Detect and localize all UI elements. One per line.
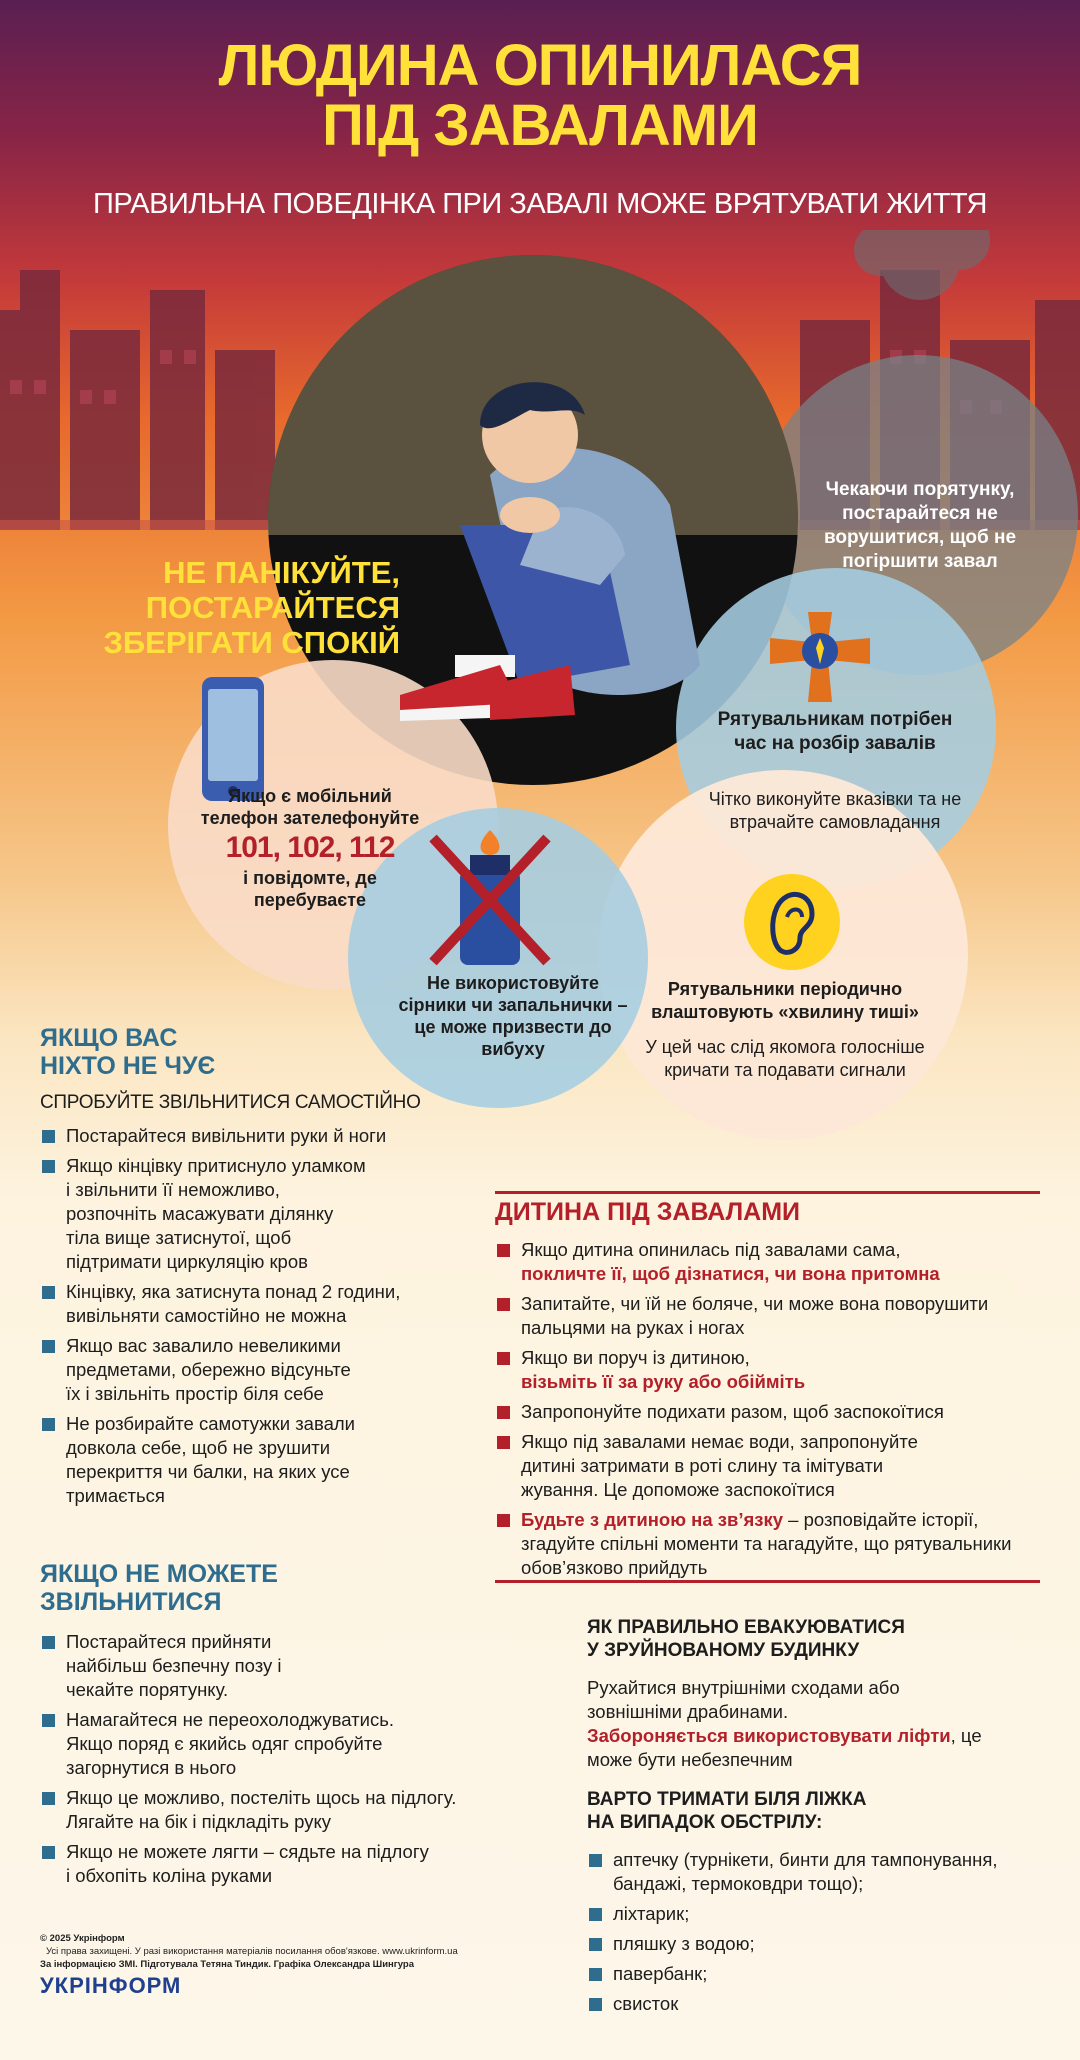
list-item: Кінцівку, яка затиснута понад 2 години, вивільняти самостійно не можна bbox=[40, 1280, 440, 1328]
list-item: Якщо не можете лягти – сядьте на підлогу і обхопіть коліна руками bbox=[40, 1840, 430, 1888]
list-item: павербанк; bbox=[587, 1962, 1027, 1986]
child-heading: ДИТИНА ПІД ЗАВАЛАМИ bbox=[495, 1198, 801, 1226]
nobody-hears-list bbox=[40, 1124, 440, 1508]
list-item: Якщо вас завалило невеликими предметами, обережно відсуньте їх і звільніть простір біля себе bbox=[40, 1334, 360, 1406]
stay-calm-line-2: ПОСТАРАЙТЕСЯ bbox=[145, 590, 400, 625]
bedside-heading bbox=[587, 1788, 1027, 1834]
evacuate-warning-tail: , це може бути небезпечним bbox=[587, 1725, 982, 1770]
child-section-top-divider bbox=[495, 1191, 1040, 1194]
page-title bbox=[0, 33, 1080, 158]
list-item: Постарайтеся вивільнити руки й ноги bbox=[40, 1124, 440, 1148]
emergency-service-emblem-icon bbox=[770, 612, 870, 702]
cannot-free-heading bbox=[40, 1560, 460, 1616]
bedside-section bbox=[587, 1788, 1027, 2022]
list-item bbox=[495, 1508, 1020, 1580]
list-item: Запропонуйте подихати разом, щоб заспокоїтися bbox=[495, 1400, 1040, 1424]
footer-credits: За інформацією ЗМІ. Підготувала Тетяна Тиндик. Графіка Олександра Шингура bbox=[40, 1959, 414, 1970]
list-item: Намагайтеся не переохолоджуватись. Якщо поряд є якийсь одяг спробуйте загорнутися в нього bbox=[40, 1708, 440, 1780]
child-item-3-text: Якщо ви поруч із дитиною, bbox=[521, 1347, 750, 1368]
child-item-1-emphasis: покличте її, щоб дізнатися, чи вона притомна bbox=[521, 1263, 940, 1284]
shout-signal-tip: У цей час слід якомога голосніше кричати та подавати сигнали bbox=[645, 1037, 925, 1080]
stay-calm-line-3: ЗБЕРІГАТИ СПОКІЙ bbox=[103, 625, 400, 660]
footer-rights: Усі права захищені. У разі використання матеріалів посилання обов'язкове. www.ukrinform.ua bbox=[46, 1946, 458, 1957]
footer bbox=[40, 1932, 540, 1998]
list-item: пляшку з водою; bbox=[587, 1932, 1027, 1956]
list-item bbox=[495, 1238, 1040, 1286]
list-item: аптечку (турнікети, бинти для тампонування, бандажі, термоковдри тощо); bbox=[587, 1848, 1027, 1896]
list-item: ліхтарик; bbox=[587, 1902, 1027, 1926]
evacuate-heading-line-2: У ЗРУЙНОВАНОМУ БУДИНКУ bbox=[587, 1640, 860, 1661]
nobody-hears-heading bbox=[40, 1024, 440, 1080]
list-item: Не розбирайте самотужки завали довкола себе, щоб не зрушити перекриття чи балки, на яких усе тримається bbox=[40, 1412, 380, 1508]
list-item: Постарайтеся прийняти найбільш безпечну позу і чекайте порятунку. bbox=[40, 1630, 320, 1702]
bedside-heading-line-1: ВАРТО ТРИМАТИ БІЛЯ ЛІЖКА bbox=[587, 1789, 867, 1810]
evacuate-warning bbox=[587, 1724, 1027, 1772]
nobody-hears-heading-line-2: НІХТО НЕ ЧУЄ bbox=[40, 1052, 216, 1080]
no-lighter-icon bbox=[425, 830, 555, 970]
stay-calm-line-1: НЕ ПАНІКУЙТЕ, bbox=[163, 555, 400, 590]
cannot-free-heading-line-2: ЗВІЛЬНИТИСЯ bbox=[40, 1588, 222, 1616]
child-item-1-text: Якщо дитина опинилась під завалами сама, bbox=[521, 1239, 901, 1260]
title-line-2: ПІД ЗАВАЛАМИ bbox=[322, 93, 758, 158]
wait-tip: Чекаючи порятунку, постарайтеся не ворушитися, щоб не погіршити завал bbox=[823, 479, 1017, 572]
list-item bbox=[495, 1346, 1040, 1394]
no-matches-tip: Не використовуйте сірники чи запальнички – це може призвести до вибуху bbox=[398, 973, 628, 1059]
list-item: Запитайте, чи їй не боляче, чи може вона поворушити пальцями на руках і ногах bbox=[495, 1292, 995, 1340]
stay-calm-heading bbox=[70, 555, 400, 660]
child-section bbox=[495, 1198, 1040, 1586]
list-item: Якщо під завалами немає води, запропонуйте дитині затримати в роті слину та імітувати жування. Це допоможе заспокоїтися bbox=[495, 1430, 965, 1502]
cannot-free-list bbox=[40, 1630, 460, 1888]
evacuate-heading-line-1: ЯК ПРАВИЛЬНО ЕВАКУЮВАТИСЯ bbox=[587, 1617, 905, 1638]
phone-tip bbox=[200, 785, 420, 911]
person-hugging-knees-illustration bbox=[370, 365, 750, 745]
bedside-heading-line-2: НА ВИПАДОК ОБСТРІЛУ: bbox=[587, 1812, 823, 1833]
nobody-hears-section bbox=[40, 1024, 440, 1514]
child-item-6-emphasis: Будьте з дитиною на зв’язку bbox=[521, 1509, 784, 1530]
child-section-bottom-divider bbox=[495, 1580, 1040, 1583]
ukrinform-logo: УКРІНФОРМ bbox=[40, 1973, 182, 1998]
evacuate-text: Рухайтися внутрішніми сходами або зовнішніми драбинами. bbox=[587, 1677, 900, 1722]
rescue-time-tip: Рятувальникам потрібен час на розбір завалів bbox=[717, 709, 953, 754]
free-yourself-lead: СПРОБУЙТЕ ЗВІЛЬНИТИСЯ САМОСТІЙНО bbox=[40, 1092, 421, 1113]
phone-tip-text: Якщо є мобільний телефон зателефонуйте bbox=[200, 786, 420, 828]
list-item: Якщо кінцівку притиснуло уламком і звільнити її неможливо, розпочніть масажувати ділянку тіла вище затиснутої, щоб підтримати циркуляцію кров bbox=[40, 1154, 370, 1274]
follow-instructions-tip: Чітко виконуйте вказівки та не втрачайте самовладання bbox=[708, 789, 962, 832]
phone-tip-post: і повідомте, де перебуваєте bbox=[243, 868, 377, 910]
cannot-free-section bbox=[40, 1560, 460, 1894]
child-item-6-text: – розповідайте історії, згадуйте спільні моменти та нагадуйте, що рятувальники обов’язково прийдуть bbox=[521, 1509, 1012, 1578]
cannot-free-heading-line-1: ЯКЩО НЕ МОЖЕТЕ bbox=[40, 1560, 278, 1588]
list-item: свисток bbox=[587, 1992, 1027, 2016]
page-subtitle: ПРАВИЛЬНА ПОВЕДІНКА ПРИ ЗАВАЛІ МОЖЕ ВРЯТУВАТИ ЖИТТЯ bbox=[93, 188, 987, 220]
ear-icon bbox=[742, 872, 842, 972]
mobile-phone-icon bbox=[200, 675, 266, 803]
emergency-numbers: 101, 102, 112 bbox=[225, 831, 395, 864]
bedside-list bbox=[587, 1848, 1027, 2016]
evacuate-section bbox=[587, 1616, 1027, 1772]
no-elevators-warning: Забороняється використовувати ліфти bbox=[587, 1725, 951, 1746]
child-item-3-emphasis: візьміть її за руку або обійміть bbox=[521, 1371, 806, 1392]
evacuate-heading bbox=[587, 1616, 1027, 1662]
title-line-1: ЛЮДИНА ОПИНИЛАСЯ bbox=[218, 33, 862, 98]
footer-copyright: © 2025 Укрінформ bbox=[40, 1933, 125, 1944]
child-list bbox=[495, 1238, 1040, 1580]
silence-minute-tip: Рятувальники періодично влаштовують «хвилину тиші» bbox=[651, 979, 919, 1022]
list-item: Якщо це можливо, постеліть щось на підлогу. Лягайте на бік і підкладіть руку bbox=[40, 1786, 460, 1834]
nobody-hears-heading-line-1: ЯКЩО ВАС bbox=[40, 1024, 178, 1052]
